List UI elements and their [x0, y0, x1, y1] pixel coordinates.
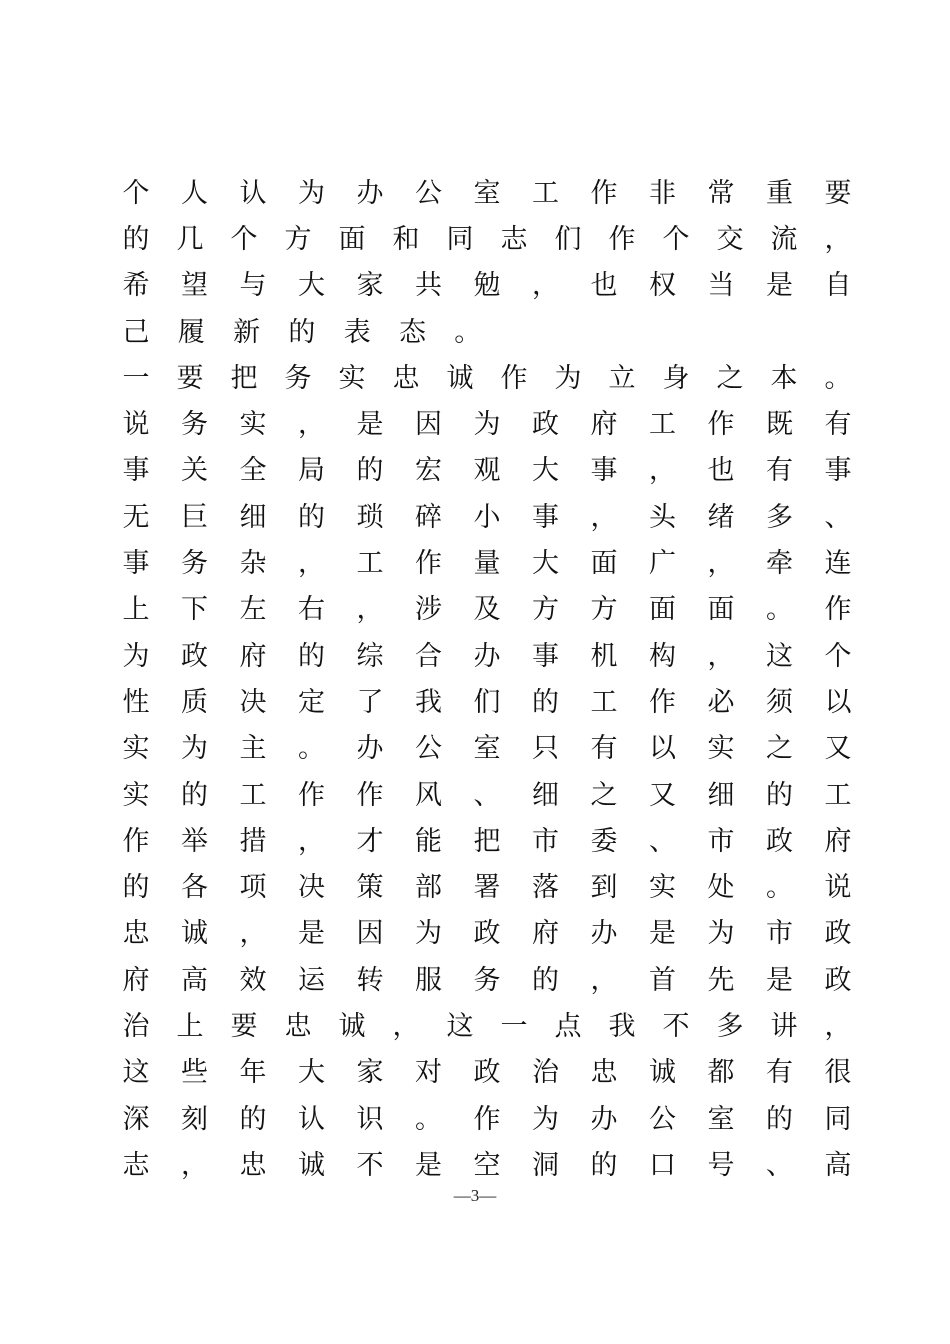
text-line: 实 的 工 作 作 风 、 细 之 又 细 的 工: [122, 779, 852, 811]
text-line: 作 举 措 ， 才 能 把 市 委 、 市 政 府: [122, 825, 852, 857]
text-line: 为 政 府 的 综 合 办 事 机 构 ， 这 个: [122, 640, 852, 672]
body-text: [122, 170, 852, 1189]
text-line: 府 高 效 运 转 服 务 的 ， 首 先 是 政: [122, 964, 852, 996]
text-line: 的 各 项 决 策 部 署 落 到 实 处 。 说: [122, 872, 852, 904]
text-line: 的 几 个 方 面 和 同 志 们 作 个 交 流 ，: [122, 223, 852, 255]
text-line: 志 ， 忠 诚 不 是 空 洞 的 口 号 、 高: [122, 1149, 852, 1181]
text-line: 个 人 认 为 办 公 室 工 作 非 常 重 要: [122, 177, 852, 209]
text-line: 忠 诚 ， 是 因 为 政 府 办 是 为 市 政: [122, 918, 852, 950]
text-line: 深 刻 的 认 识 。 作 为 办 公 室 的 同: [122, 1103, 852, 1135]
text-line: 希 望 与 大 家 共 勉 ， 也 权 当 是 自: [122, 270, 852, 302]
page-number: —3—: [453, 1186, 497, 1205]
text-line: 事 务 杂 ， 工 作 量 大 面 广 ， 牵 连: [122, 548, 852, 580]
text-line: 一 要 把 务 实 忠 诚 作 为 立 身 之 本 。: [122, 362, 852, 394]
text-line: 治 上 要 忠 诚 ， 这 一 点 我 不 多 讲 ，: [122, 1010, 852, 1042]
text-line: 己 履 新 的 表 态 。: [122, 316, 482, 348]
text-line: 性 质 决 定 了 我 们 的 工 作 必 须 以: [122, 686, 852, 718]
text-line: 说 务 实 ， 是 因 为 政 府 工 作 既 有: [122, 409, 852, 441]
text-line: 实 为 主 。 办 公 室 只 有 以 实 之 又: [122, 733, 852, 765]
text-line: 上 下 左 右 ， 涉 及 方 方 面 面 。 作: [122, 594, 852, 626]
text-line: 这 些 年 大 家 对 政 治 忠 诚 都 有 很: [122, 1057, 852, 1089]
text-line: 无 巨 细 的 琐 碎 小 事 ， 头 绪 多 、: [122, 501, 852, 533]
text-line: 事 关 全 局 的 宏 观 大 事 ， 也 有 事: [122, 455, 852, 487]
